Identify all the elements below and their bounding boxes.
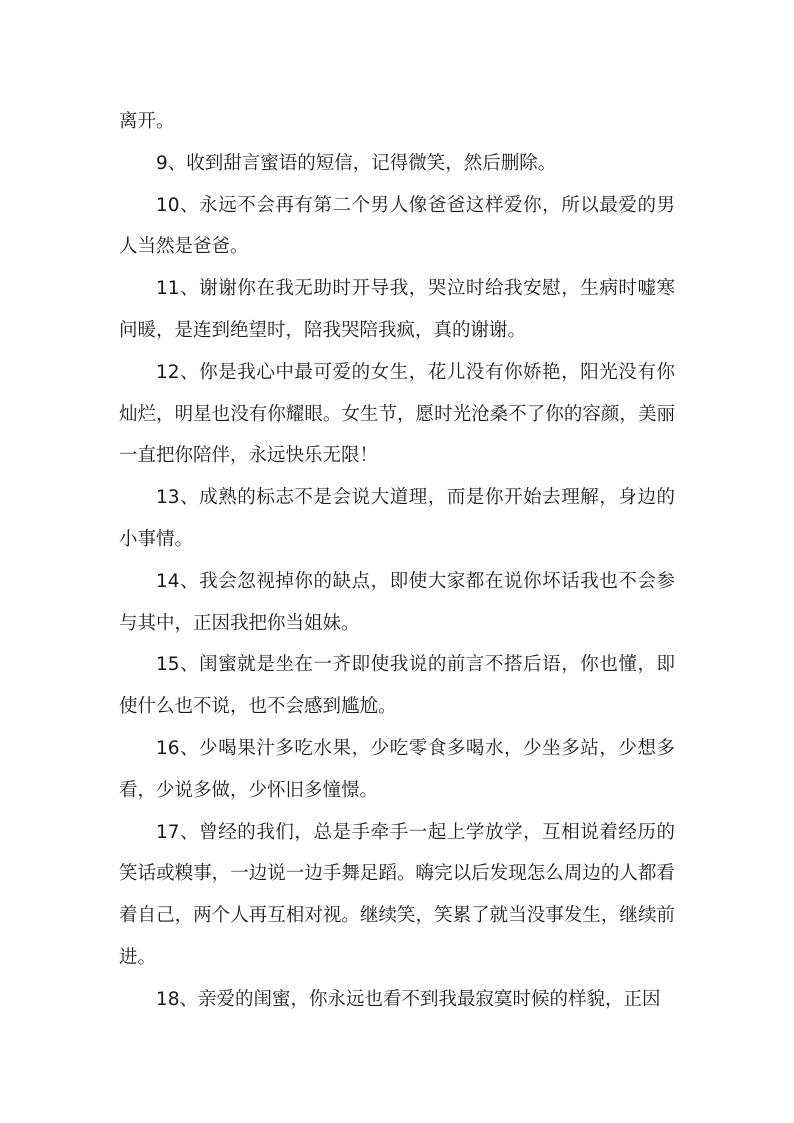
paragraph-item-13: 13、成熟的标志不是会说大道理，而是你开始去理解，身边的小事情。 (119, 487, 675, 550)
paragraph-item-12: 12、你是我心中最可爱的女生，花儿没有你娇艳，阳光没有你灿烂，明星也没有你耀眼。女生节，愿时光沧桑不了你的容颜，美丽一直把你陪伴，永远快乐无限！ (119, 361, 675, 467)
paragraph-item-10: 10、永远不会再有第二个男人像爸爸这样爱你，所以最爱的男人当然是爸爸。 (119, 194, 675, 258)
paragraph-continuation: 离开。 (119, 111, 175, 132)
document-body (119, 101, 675, 1021)
paragraph-item-14: 14、我会忽视掉你的缺点，即使大家都在说你坏话我也不会参与其中，正因我把你当姐妹。 (119, 570, 675, 634)
paragraph-item-18: 18、亲爱的闺蜜，你永远也看不到我最寂寞时候的样貌，正因 (156, 988, 661, 1010)
paragraph-item-9: 9、收到甜言蜜语的短信，记得微笑，然后删除。 (156, 152, 557, 174)
paragraph-item-17: 17、曾经的我们，总是手牵手一起上学放学，互相说着经历的笑话或糗事，一边说一边手舞足蹈。嗨完以后发现怎么周边的人都看着自己，两个人再互相对视。继续笑，笑累了就当没事发生，继续前进。 (119, 821, 675, 968)
paragraph-item-11: 11、谢谢你在我无助时开导我，哭泣时给我安慰，生病时嘘寒问暖，是连到绝望时，陪我哭陪我疯，真的谢谢。 (119, 278, 675, 341)
paragraph-item-15: 15、闺蜜就是坐在一齐即使我说的前言不搭后语，你也懂，即使什么也不说，也不会感到尴尬。 (119, 654, 675, 718)
paragraph-item-16: 16、少喝果汁多吃水果，少吃零食多喝水，少坐多站，少想多看，少说多做，少怀旧多憧憬。 (119, 737, 675, 801)
